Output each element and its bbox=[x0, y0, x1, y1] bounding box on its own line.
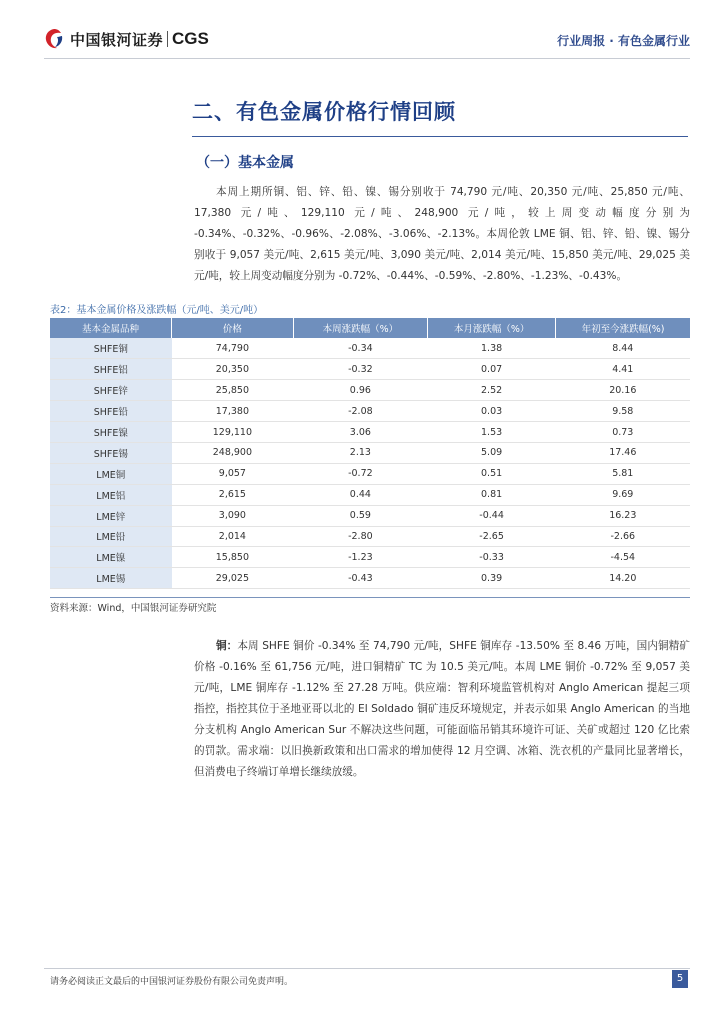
weekly-change-cell: -2.08 bbox=[293, 401, 427, 422]
table-header-row bbox=[50, 318, 690, 338]
header-cell: 价格 bbox=[172, 318, 294, 338]
metal-name-cell: SHFE镍 bbox=[50, 422, 172, 443]
ytd-change-cell: -4.54 bbox=[556, 547, 690, 568]
copper-lead: 铜： bbox=[216, 640, 238, 652]
header-cell: 本周涨跌幅（%） bbox=[293, 318, 427, 338]
metal-name-cell: LME铝 bbox=[50, 484, 172, 505]
table-row bbox=[50, 442, 690, 463]
weekly-change-cell: -0.34 bbox=[293, 338, 427, 359]
table-bottom-border bbox=[50, 597, 690, 598]
table-caption: 表2：基本金属价格及涨跌幅（元/吨、美元/吨） bbox=[50, 305, 264, 316]
report-type: 行业周报 · 有色金属行业 bbox=[557, 34, 690, 48]
page-number: 5 bbox=[672, 970, 688, 988]
monthly-change-cell: -0.33 bbox=[428, 547, 556, 568]
price-cell: 20,350 bbox=[172, 359, 294, 380]
footer-divider bbox=[44, 968, 690, 969]
monthly-change-cell: 0.07 bbox=[428, 359, 556, 380]
metal-price-table bbox=[50, 318, 690, 589]
metal-name-cell: LME锌 bbox=[50, 505, 172, 526]
monthly-change-cell: 2.52 bbox=[428, 380, 556, 401]
weekly-change-cell: -0.32 bbox=[293, 359, 427, 380]
table-row bbox=[50, 359, 690, 380]
table-row bbox=[50, 380, 690, 401]
header-cell: 年初至今涨跌幅(%) bbox=[556, 318, 690, 338]
monthly-change-cell: 0.03 bbox=[428, 401, 556, 422]
metal-name-cell: SHFE锡 bbox=[50, 442, 172, 463]
metal-name-cell: SHFE锌 bbox=[50, 380, 172, 401]
price-cell: 17,380 bbox=[172, 401, 294, 422]
ytd-change-cell: 4.41 bbox=[556, 359, 690, 380]
price-cell: 9,057 bbox=[172, 463, 294, 484]
table-row bbox=[50, 526, 690, 547]
monthly-change-cell: 1.38 bbox=[428, 338, 556, 359]
brand-logo bbox=[44, 28, 209, 50]
ytd-change-cell: 17.46 bbox=[556, 442, 690, 463]
monthly-change-cell: 0.39 bbox=[428, 568, 556, 589]
table-row bbox=[50, 463, 690, 484]
metal-name-cell: LME锡 bbox=[50, 568, 172, 589]
table-row bbox=[50, 547, 690, 568]
weekly-change-cell: 2.13 bbox=[293, 442, 427, 463]
section-divider bbox=[192, 136, 688, 137]
metal-name-cell: SHFE铜 bbox=[50, 338, 172, 359]
ytd-change-cell: -2.66 bbox=[556, 526, 690, 547]
price-cell: 15,850 bbox=[172, 547, 294, 568]
price-cell: 248,900 bbox=[172, 442, 294, 463]
weekly-change-cell: -2.80 bbox=[293, 526, 427, 547]
price-cell: 2,615 bbox=[172, 484, 294, 505]
table-row bbox=[50, 338, 690, 359]
price-cell: 3,090 bbox=[172, 505, 294, 526]
ytd-change-cell: 8.44 bbox=[556, 338, 690, 359]
table-row bbox=[50, 401, 690, 422]
footer-disclaimer: 请务必阅读正文最后的中国银河证券股份有限公司免责声明。 bbox=[50, 977, 294, 987]
weekly-change-cell: 0.96 bbox=[293, 380, 427, 401]
metal-name-cell: LME镍 bbox=[50, 547, 172, 568]
price-cell: 25,850 bbox=[172, 380, 294, 401]
ytd-change-cell: 20.16 bbox=[556, 380, 690, 401]
weekly-change-cell: 0.44 bbox=[293, 484, 427, 505]
subsection-title: （一）基本金属 bbox=[196, 155, 294, 171]
monthly-change-cell: 5.09 bbox=[428, 442, 556, 463]
metal-name-cell: SHFE铅 bbox=[50, 401, 172, 422]
ytd-change-cell: 9.69 bbox=[556, 484, 690, 505]
table-row bbox=[50, 568, 690, 589]
metal-name-cell: SHFE铝 bbox=[50, 359, 172, 380]
weekly-change-cell: -1.23 bbox=[293, 547, 427, 568]
table-source: 资料来源：Wind，中国银河证券研究院 bbox=[50, 603, 217, 614]
price-cell: 2,014 bbox=[172, 526, 294, 547]
metal-name-cell: LME铜 bbox=[50, 463, 172, 484]
price-cell: 29,025 bbox=[172, 568, 294, 589]
weekly-change-cell: 3.06 bbox=[293, 422, 427, 443]
weekly-change-cell: -0.43 bbox=[293, 568, 427, 589]
page-header bbox=[0, 0, 724, 64]
logo-cn-text: 中国银河证券 bbox=[70, 30, 164, 49]
ytd-change-cell: 16.23 bbox=[556, 505, 690, 526]
price-cell: 74,790 bbox=[172, 338, 294, 359]
header-divider bbox=[44, 58, 690, 59]
ytd-change-cell: 9.58 bbox=[556, 401, 690, 422]
copper-body: 本周 SHFE 铜价 -0.34% 至 74,790 元/吨，SHFE 铜库存 -13.50% 至 8.46 万吨，国内铜精矿价格 -0.16% 至 61,756 元/吨，进口铜精矿 TC 为 10.5 美元/吨。本周 LME 铜价 -0.72% 至 9,057 美元/吨，LME 铜库存 -1.12% 至 27.28 万吨。供应端：智利环境监管机构对 Anglo American 提起三项指控，指控其位于圣地亚哥以北的 El Soldado 铜矿违反环境规定，并表示如果 Anglo American 的当地分支机构 Anglo American Sur 不解决这些问题，可能面临吊销其环境许可证、关矿或超过 120 亿比索的罚款。需求端：以旧换新政策和出口需求的增加使得 12 月空调、冰箱、洗衣机的产量同比显著增长，但消费电子终端订单增长继续放缓。 bbox=[194, 640, 690, 778]
copper-paragraph bbox=[194, 636, 690, 783]
weekly-change-cell: -0.72 bbox=[293, 463, 427, 484]
section-title: 二、有色金属价格行情回顾 bbox=[192, 100, 456, 124]
monthly-change-cell: -2.65 bbox=[428, 526, 556, 547]
table-row bbox=[50, 484, 690, 505]
price-cell: 129,110 bbox=[172, 422, 294, 443]
header-cell: 基本金属品种 bbox=[50, 318, 172, 338]
metal-name-cell: LME铅 bbox=[50, 526, 172, 547]
logo-divider bbox=[167, 31, 168, 47]
weekly-change-cell: 0.59 bbox=[293, 505, 427, 526]
summary-paragraph: 本周上期所铜、铝、锌、铅、镍、锡分别收于 74,790 元/吨、20,350 元/吨、25,850 元/吨、17,380 元/吨、129,110 元/吨、248,900 元/吨，较上周变动幅度分别为 -0.34%、-0.32%、-0.96%、-2.08%、-3.06%、-2.13%。本周伦敦 LME 铜、铝、锌、铅、镍、锡分别收于 9,057 美元/吨、2,615 美元/吨、3,090 美元/吨、2,014 美元/吨、15,850 美元/吨、29,025 美元/吨，较上周变动幅度分别为 -0.72%、-0.44%、-0.59%、-2.80%、-1.23%、-0.43%。 bbox=[194, 186, 690, 282]
monthly-change-cell: 1.53 bbox=[428, 422, 556, 443]
monthly-change-cell: 0.81 bbox=[428, 484, 556, 505]
ytd-change-cell: 0.73 bbox=[556, 422, 690, 443]
ytd-change-cell: 14.20 bbox=[556, 568, 690, 589]
logo-en-text: CGS bbox=[172, 29, 209, 48]
monthly-change-cell: -0.44 bbox=[428, 505, 556, 526]
table-row bbox=[50, 505, 690, 526]
table-row bbox=[50, 422, 690, 443]
header-cell: 本月涨跌幅（%） bbox=[428, 318, 556, 338]
ytd-change-cell: 5.81 bbox=[556, 463, 690, 484]
logo-icon bbox=[44, 28, 64, 50]
monthly-change-cell: 0.51 bbox=[428, 463, 556, 484]
